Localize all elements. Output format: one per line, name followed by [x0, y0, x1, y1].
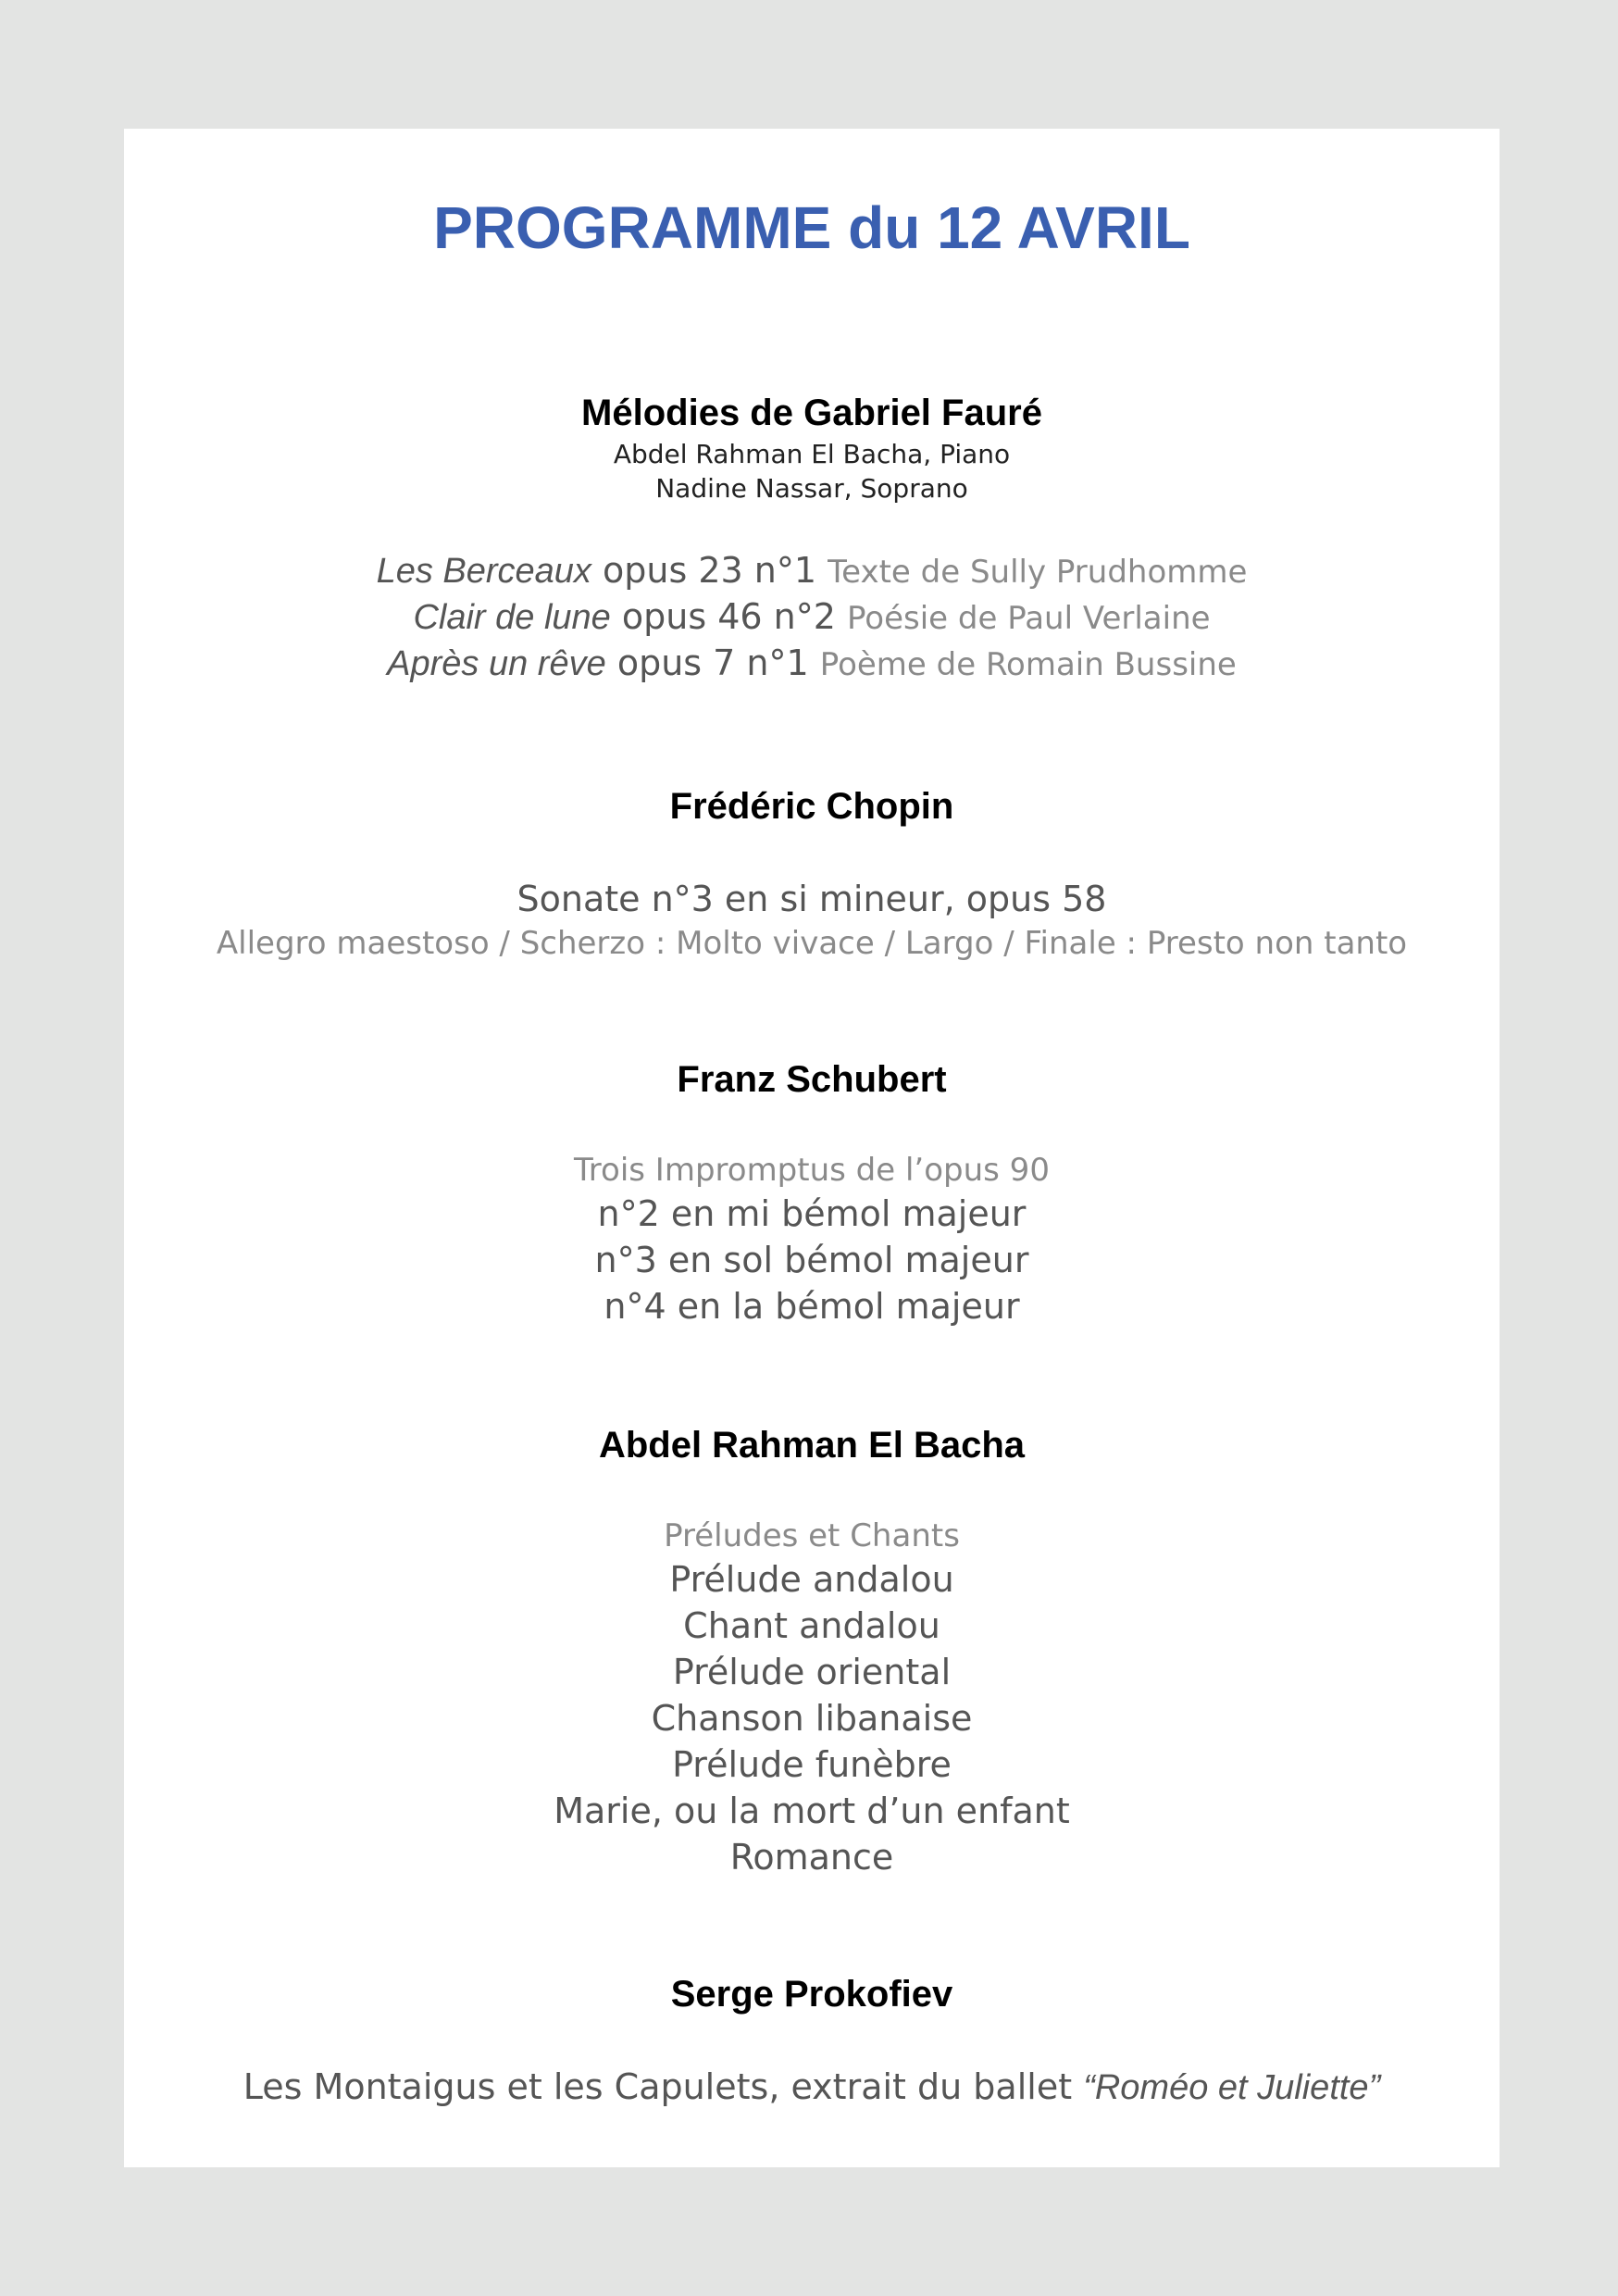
performer-piano: Abdel Rahman El Bacha, Piano: [613, 439, 1011, 469]
elbacha-subtitle: Préludes et Chants: [664, 1517, 960, 1554]
prokofiev-work-title: “Roméo et Juliette”: [1083, 2068, 1381, 2107]
work-note: Texte de Sully Prudhomme: [828, 554, 1248, 591]
list-item: n°4 en la bémol majeur: [604, 1286, 1020, 1327]
work-note: Poème de Romain Bussine: [819, 646, 1237, 683]
performer-soprano: Nadine Nassar, Soprano: [655, 473, 968, 504]
work-opus: opus 46 n°2: [621, 596, 836, 637]
list-item: Marie, ou la mort d’un enfant: [554, 1791, 1070, 1831]
schubert-subtitle: Trois Impromptus de l’opus 90: [574, 1152, 1050, 1189]
list-item: Chanson libanaise: [651, 1698, 973, 1739]
work-title: Les Berceaux: [376, 552, 591, 591]
section-heading-chopin: Frédéric Chopin: [669, 786, 954, 827]
list-item: Prélude funèbre: [672, 1744, 952, 1785]
section-heading-faure: Mélodies de Gabriel Fauré: [581, 393, 1042, 433]
section-heading-schubert: Franz Schubert: [677, 1059, 947, 1100]
page-title: PROGRAMME du 12 AVRIL: [433, 194, 1190, 261]
list-item: n°3 en sol bémol majeur: [594, 1240, 1029, 1280]
work-note: Poésie de Paul Verlaine: [847, 600, 1211, 637]
list-item: n°2 en mi bémol majeur: [597, 1193, 1027, 1234]
work-title: Après un rêve: [387, 644, 606, 683]
chopin-sonata: Sonate n°3 en si mineur, opus 58: [517, 879, 1107, 919]
prokofiev-work: Les Montaigus et les Capulets, extrait du ballet: [243, 2066, 1073, 2107]
work-opus: opus 23 n°1: [603, 550, 817, 591]
list-item: Chant andalou: [683, 1605, 940, 1646]
list-item: Romance: [729, 1837, 894, 1878]
work-line: [124, 550, 1500, 592]
section-heading-prokofiev: Serge Prokofiev: [670, 1974, 953, 2015]
list-item: Prélude oriental: [672, 1652, 952, 1692]
work-line: [124, 596, 1500, 638]
section-heading-elbacha: Abdel Rahman El Bacha: [598, 1425, 1026, 1466]
list-item: Prélude andalou: [669, 1559, 954, 1600]
work-line: [124, 643, 1500, 684]
work-title: Clair de lune: [413, 598, 611, 637]
chopin-movements: Allegro maestoso / Scherzo : Molto vivace / Largo / Finale : Presto non tanto: [216, 925, 1408, 962]
work-opus: opus 7 n°1: [616, 643, 809, 683]
programme-sheet: [124, 129, 1500, 2167]
prokofiev-work-line: [124, 2066, 1500, 2108]
